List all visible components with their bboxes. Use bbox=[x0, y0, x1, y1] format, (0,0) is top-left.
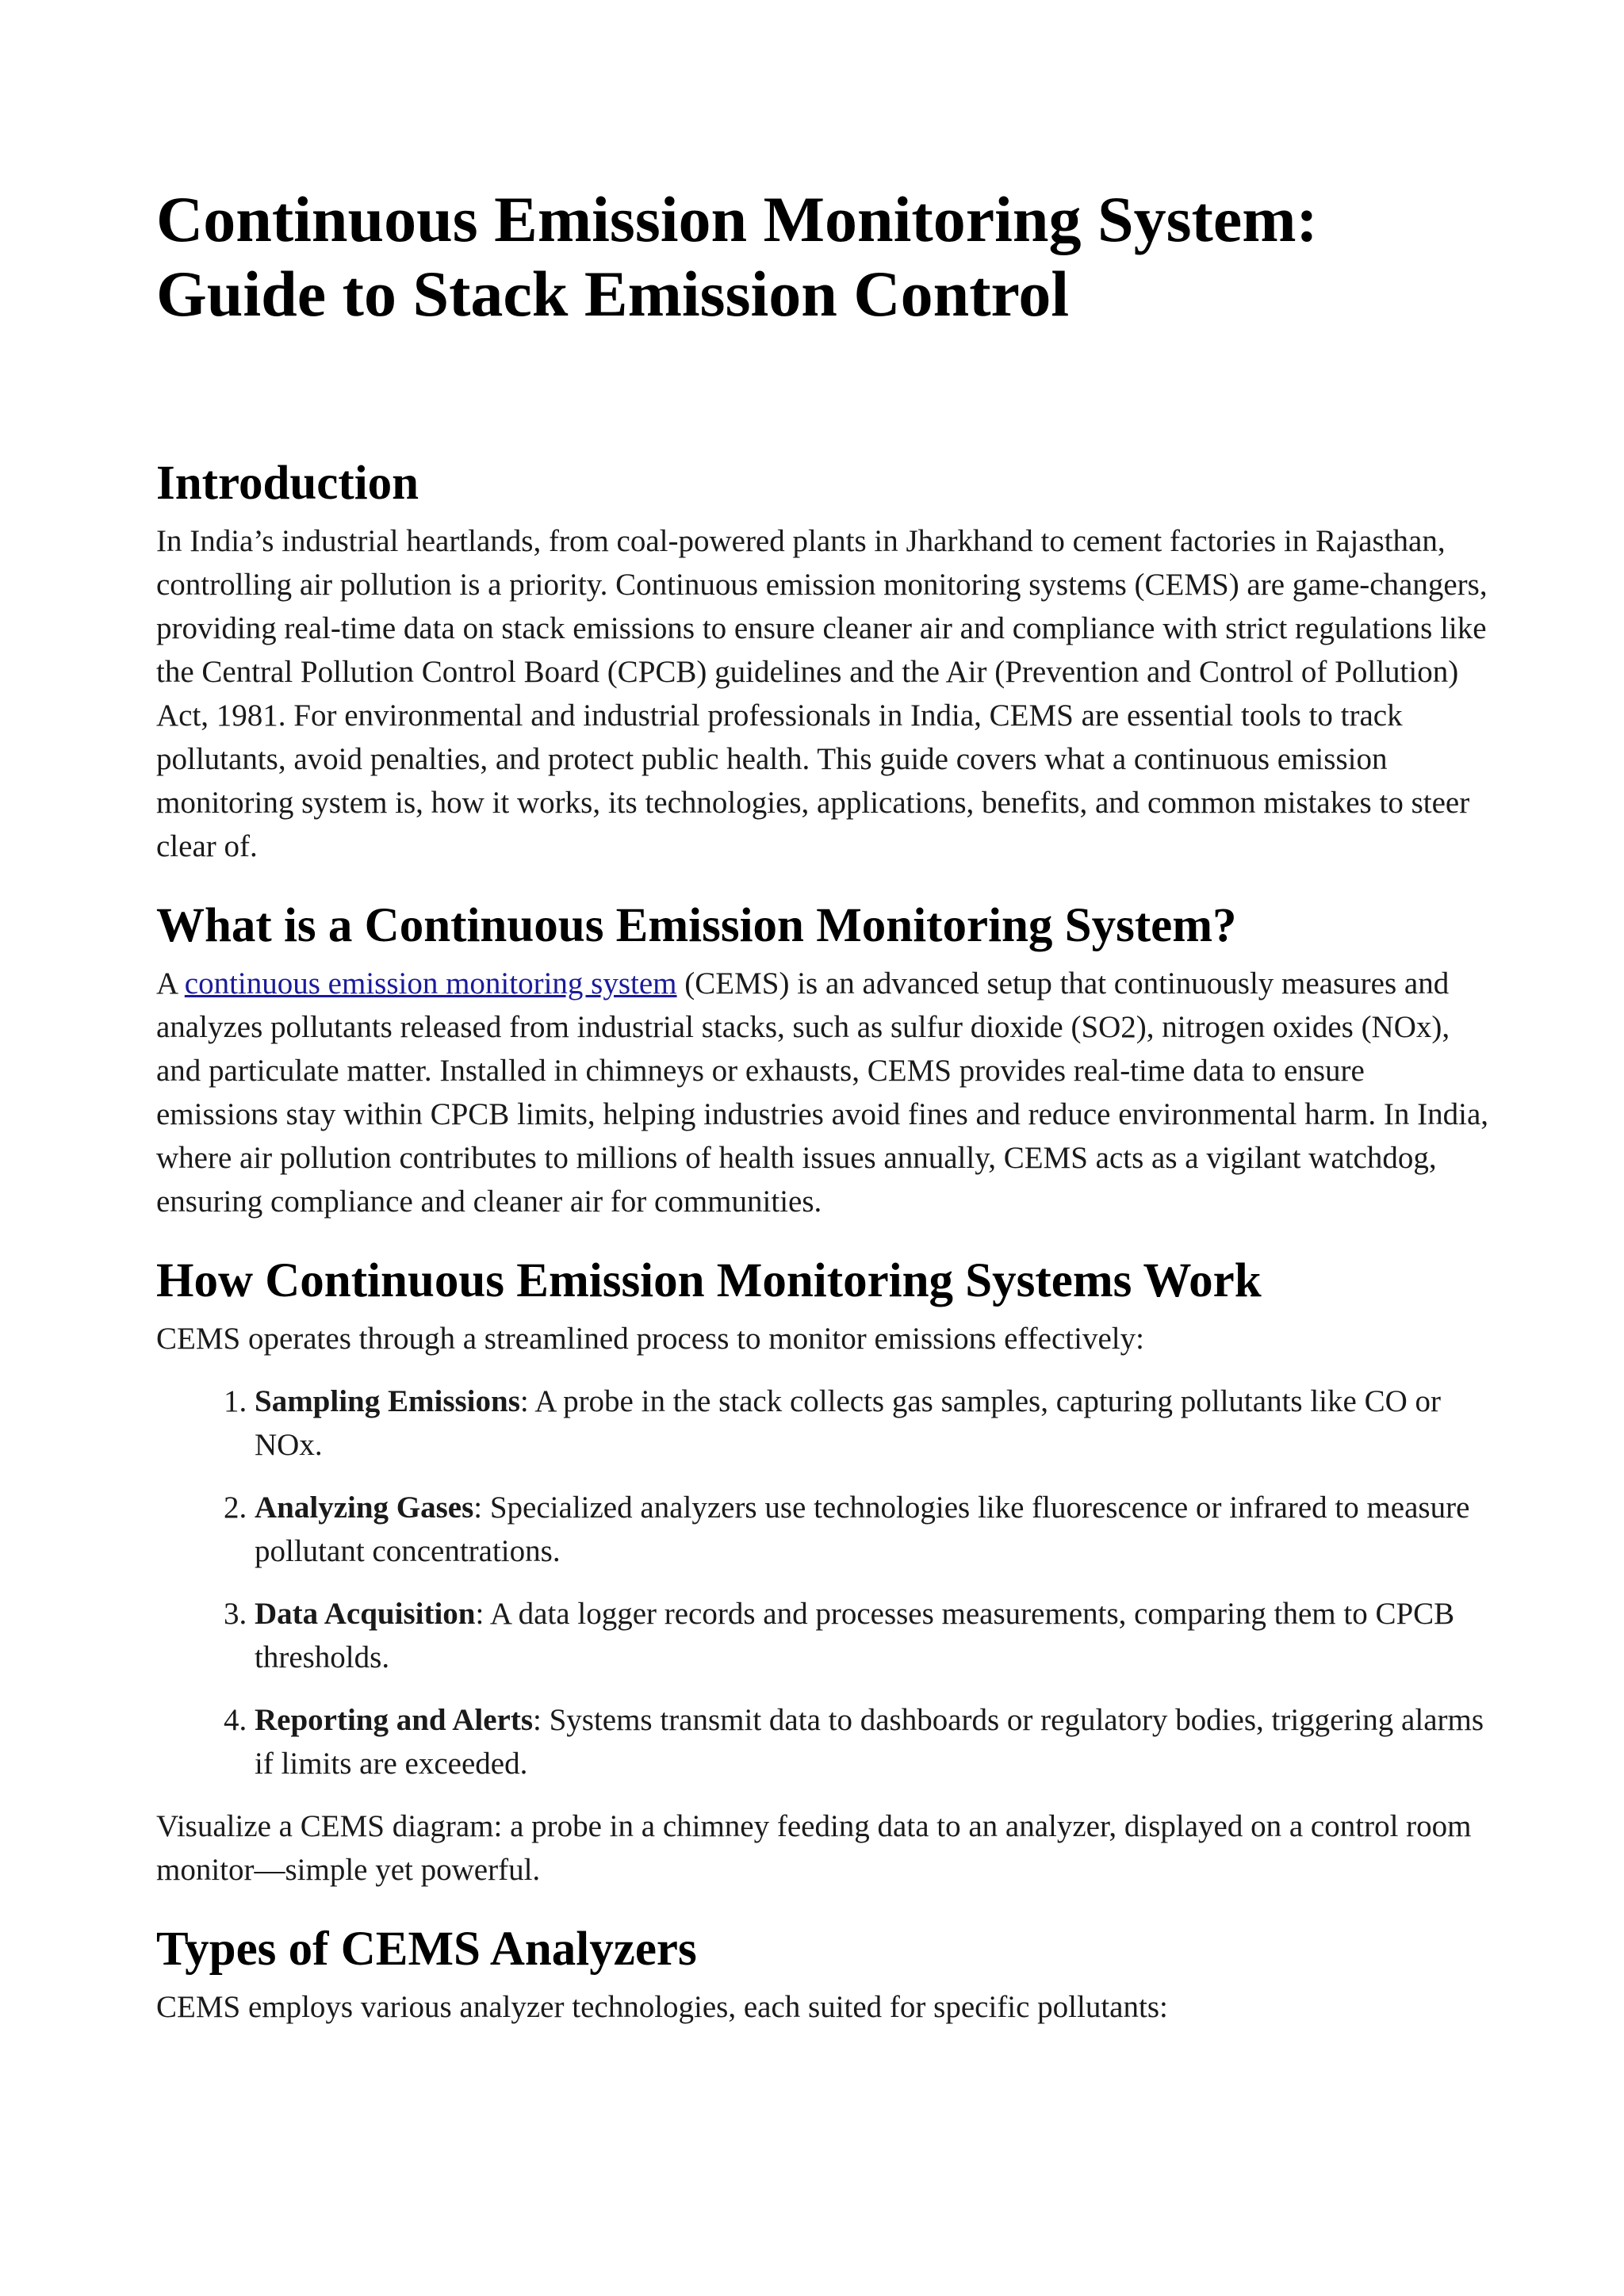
what-is-cems-rest: (CEMS) is an advanced setup that continuously measures and analyzes pollutants released from industrial stacks, such as sulfur dioxide (SO2), nitrogen oxides (NOx), and particulate matter. Installed in chimneys or exhausts, CEMS provides real-time data to ensure emissions stay within CPCB limits, helping industries avoid fines and reduce environmental harm. In India, where air pollution contributes to millions of health issues annually, CEMS acts as a vigilant watchdog, ensuring compliance and cleaner air for communities. bbox=[156, 966, 1489, 1219]
process-step-1 bbox=[255, 1380, 1488, 1467]
section-how-cems-works bbox=[156, 1253, 1488, 1892]
section-types-of-analyzers bbox=[156, 1922, 1488, 2029]
process-steps-list bbox=[156, 1380, 1488, 1785]
step-text: : A data logger records and processes measurements, comparing them to CPCB thresholds. bbox=[255, 1597, 1455, 1674]
how-cems-works-heading: How Continuous Emission Monitoring Systems Work bbox=[156, 1254, 1262, 1307]
introduction-heading: Introduction bbox=[156, 457, 419, 510]
document-page bbox=[156, 182, 1488, 2059]
cems-link[interactable]: continuous emission monitoring system bbox=[184, 966, 677, 1001]
process-step-3 bbox=[255, 1592, 1488, 1679]
types-of-analyzers-heading: Types of CEMS Analyzers bbox=[156, 1923, 697, 1976]
step-text: : Systems transmit data to dashboards or regulatory bodies, triggering alarms if limits are exceeded. bbox=[255, 1703, 1484, 1781]
step-term: Reporting and Alerts bbox=[255, 1703, 533, 1737]
section-what-is-cems bbox=[156, 898, 1488, 1223]
document-title-line-2: Guide to Stack Emission Control bbox=[156, 258, 1070, 330]
what-is-cems-heading: What is a Continuous Emission Monitoring System? bbox=[156, 899, 1237, 952]
how-cems-works-lead: CEMS operates through a streamlined process to monitor emissions effectively: bbox=[156, 1322, 1144, 1356]
step-text: : A probe in the stack collects gas samples, capturing pollutants like CO or NOx. bbox=[255, 1384, 1441, 1462]
document-title bbox=[156, 182, 1488, 331]
process-step-2 bbox=[255, 1486, 1488, 1573]
process-step-4 bbox=[255, 1698, 1488, 1785]
what-is-cems-paragraph bbox=[156, 962, 1488, 1223]
step-term: Analyzing Gases bbox=[255, 1490, 474, 1525]
document-title-line-1: Continuous Emission Monitoring System: bbox=[156, 183, 1318, 255]
step-term: Sampling Emissions bbox=[255, 1384, 520, 1418]
types-of-analyzers-paragraph: CEMS employs various analyzer technologies, each suited for specific pollutants: bbox=[156, 1990, 1168, 2024]
step-text: : Specialized analyzers use technologies like fluorescence or infrared to measure pollutant concentrations. bbox=[255, 1490, 1470, 1568]
how-cems-works-closing: Visualize a CEMS diagram: a probe in a chimney feeding data to an analyzer, displayed on a control room monitor—simple yet powerful. bbox=[156, 1809, 1472, 1887]
section-introduction bbox=[156, 456, 1488, 868]
introduction-paragraph: In India’s industrial heartlands, from coal-powered plants in Jharkhand to cement factories in Rajasthan, controlling air pollution is a priority. Continuous emission monitoring systems (CEMS) are game-changers, providing real-time data on stack emissions to ensure cleaner air and compliance with strict regulations like the Central Pollution Control Board (CPCB) guidelines and the Air (Prevention and Control of Pollution) Act, 1981. For environmental and industrial professionals in India, CEMS are essential tools to track pollutants, avoid penalties, and protect public health. This guide covers what a continuous emission monitoring system is, how it works, its technologies, applications, benefits, and common mistakes to steer clear of. bbox=[156, 524, 1488, 863]
step-term: Data Acquisition bbox=[255, 1597, 476, 1631]
what-is-cems-lead: A bbox=[156, 966, 185, 1001]
